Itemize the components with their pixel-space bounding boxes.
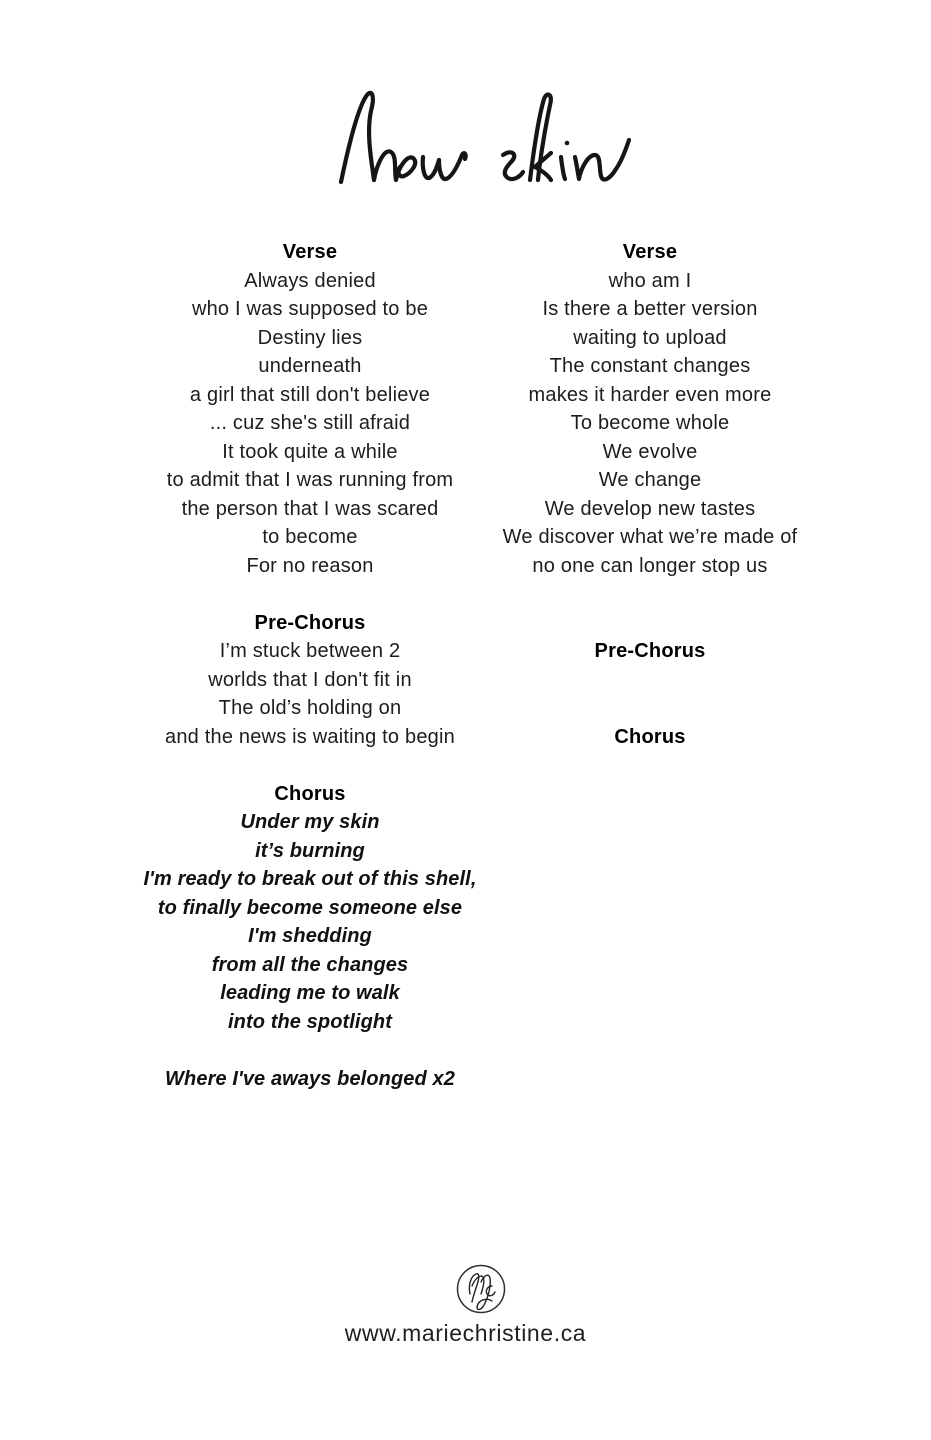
lyric-line: We discover what we’re made of [502, 526, 798, 548]
lyric-line: waiting to upload [573, 326, 727, 349]
lyrics-column-right [430, 238, 870, 751]
section-heading-chorus-left: Chorus [274, 782, 346, 805]
lyric-line: The constant changes [549, 355, 751, 377]
lyric-line: For no reason [246, 554, 374, 577]
lyric-line: I’m stuck between 2 [219, 640, 401, 662]
lyric-line: We change [598, 469, 702, 491]
brand-logo-monogram [455, 1263, 507, 1319]
section-heading-verse-left: Verse [282, 241, 338, 263]
lyric-line: the person that I was scared [181, 497, 439, 520]
section-heading-verse-right: Verse [622, 241, 678, 263]
verse-stanza-1-right [430, 267, 870, 438]
lyric-line: to finally become someone else [157, 896, 463, 919]
website-url: www.mariechristine.ca [344, 1320, 587, 1346]
lyric-line: We evolve [602, 440, 698, 463]
lyric-line: underneath [258, 355, 362, 377]
verse-stanza-2-right [430, 438, 870, 581]
song-title-script [333, 86, 633, 196]
lyric-line: makes it harder even more [528, 383, 772, 406]
lyric-line: Is there a better version [542, 298, 758, 320]
section-heading-prechorus-left: Pre-Chorus [254, 611, 366, 634]
lyric-line: To become whole [570, 412, 730, 434]
lyric-line: a girl that still don't believe [189, 383, 431, 406]
chorus-stanza-left [90, 808, 530, 1036]
lyric-line: The old’s holding on [218, 697, 402, 719]
lyric-line: leading me to walk [220, 982, 400, 1004]
lyric-line: to become [262, 526, 358, 548]
logo-circle [458, 1266, 505, 1313]
section-heading-prechorus-right: Pre-Chorus [594, 640, 706, 662]
lyric-line: to admit that I was running from [166, 469, 454, 491]
lyric-line: it’s burning [255, 839, 365, 862]
lyric-line: from all the changes [211, 953, 409, 976]
lyric-line: ... cuz she's still afraid [209, 412, 411, 434]
repeat-tag-line: Where I've aways belonged x2 [165, 1067, 455, 1090]
lyric-line: Destiny lies [257, 326, 363, 349]
lyric-line: Under my skin [240, 811, 380, 833]
lyric-line: who am I [608, 269, 692, 292]
lyric-line: Always denied [244, 269, 376, 292]
lyric-line: I'm shedding [248, 925, 372, 947]
i-dot [565, 141, 570, 146]
lyric-line: and the news is waiting to begin [165, 725, 455, 748]
section-heading-chorus-right: Chorus [614, 725, 686, 748]
lyric-line: who I was supposed to be [191, 298, 429, 320]
lyric-line: We develop new tastes [544, 497, 756, 520]
lyric-line: no one can longer stop us [532, 554, 768, 577]
lyric-line: I'm ready to break out of this shell, [143, 868, 477, 890]
lyric-line: It took quite a while [222, 440, 398, 463]
lyric-line: into the spotlight [228, 1010, 392, 1033]
lyric-line: worlds that I don't fit in [208, 668, 412, 691]
